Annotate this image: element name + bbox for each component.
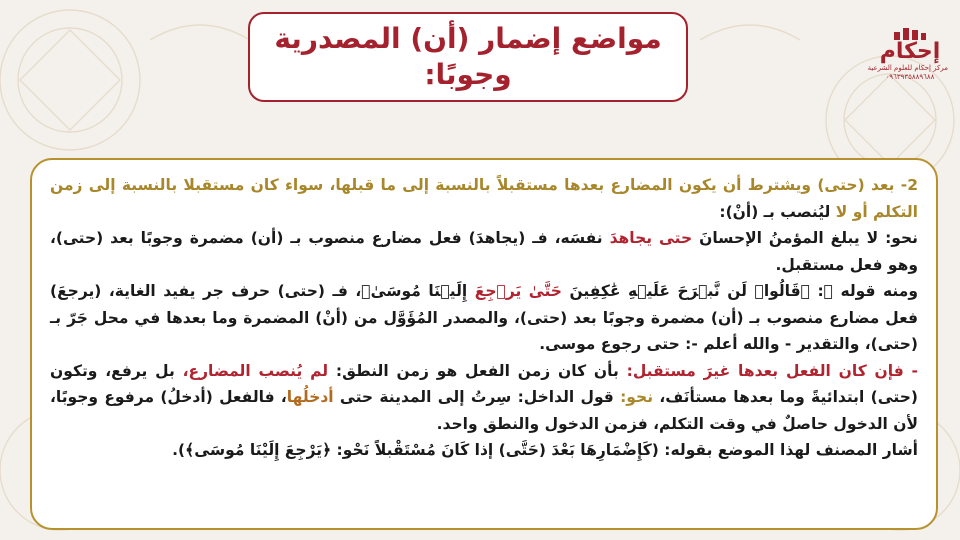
exception-example-highlight: أدخلُها xyxy=(286,388,334,406)
logo-subtitle: مركز إحكام للعلوم الشرعية xyxy=(867,64,948,72)
page-subtitle: وجوبًا: xyxy=(424,58,512,91)
exception-heading: - فإن كان الفعل بعدها غيرَ مستقبل: xyxy=(626,361,918,380)
rule-statement-end: ليُنصب بـ (أنْ): xyxy=(719,202,836,221)
exception-explanation: ، فالفعل (أدخلُ) مرفوع وجوبًا، لأن الدخول حاصلٌ في وقت التكلم، فزمن الدخول والنطق واحد. xyxy=(50,388,918,433)
exception-example-label: نحو: xyxy=(620,388,654,406)
logo-emblem-icon xyxy=(892,26,928,40)
exception-ruling: لم يُنصب المضارع، xyxy=(182,361,329,380)
example-highlight: حتى يجاهدَ xyxy=(609,229,693,247)
rule-statement: 2- بعد (حتى) ويشترط أن يكون المضارع بعدها مستقبلاً بالنسبة إلى ما قبلها، سواء كان مستقبلا بالنسبة إلى زمن التكلم أو لا xyxy=(50,176,918,221)
paragraph-5 xyxy=(50,437,918,464)
paragraph-4 xyxy=(50,358,918,438)
paragraph-2 xyxy=(50,225,918,278)
title-box xyxy=(248,12,688,102)
author-reference: أشار المصنف لهذا الموضع بقوله: (كَإِضْمَارِهَا بَعْدَ (حَتَّى) إذا كَانَ مُسْتَقْبلاً نَحْو: ﴿يَرْجِعَ إِلَيْنَا مُوسَى﴾). xyxy=(172,441,918,459)
quran-intro: ومنه قوله ﷻ: ﴿قَالُوا۟ لَن نَّبۡرَحَ عَلَيۡهِ عَٰكِفِينَ xyxy=(561,282,918,300)
quran-explanation: إِلَيۡنَا مُوسَىٰ﴾، فـ (حتى) حرف جر يفيد الغاية، (يرجعَ) فعل مضارع منصوب بـ (أن) مضمرة وجوبًا بعد (حتى)، والمصدر المُؤَوَّل من (أنْ) المضمرة وما بعدها في محل جَرّ بـ (حتى)، والتقدير - والله أعلم -: حتى رجوع موسى. xyxy=(50,282,918,353)
example-explanation: نفسَه، فـ (يجاهدَ) فعل مضارع منصوب بـ (أن) مضمرة وجوبًا بعد (حتى)، وهو فعل مستقبل. xyxy=(50,229,918,274)
logo-word: إحكام xyxy=(879,39,941,64)
paragraph-1 xyxy=(50,172,918,225)
page-title: مواضع إضمار (أن) المصدرية xyxy=(274,22,662,55)
exception-example: قول الداخل: سِرتُ إلى المدينة حتى xyxy=(333,388,621,406)
exception-condition: بأن كان زمن الفعل هو زمن النطق: xyxy=(328,361,627,380)
exception-detail: بل يرفع، وتكون (حتى) ابتدائيةً وما بعدها مستأنَف، xyxy=(50,361,918,406)
content-box xyxy=(30,158,938,530)
logo-phone: ٠٩٦٣٩٣٥٨٨٩٦٨٨ xyxy=(885,73,935,81)
paragraph-3 xyxy=(50,278,918,358)
logo xyxy=(867,26,948,94)
quran-highlight: حَتَّىٰ يَرۡجِعَ xyxy=(474,282,562,300)
example-intro: نحو: لا يبلغ المؤمنُ الإحسانَ xyxy=(692,229,918,247)
